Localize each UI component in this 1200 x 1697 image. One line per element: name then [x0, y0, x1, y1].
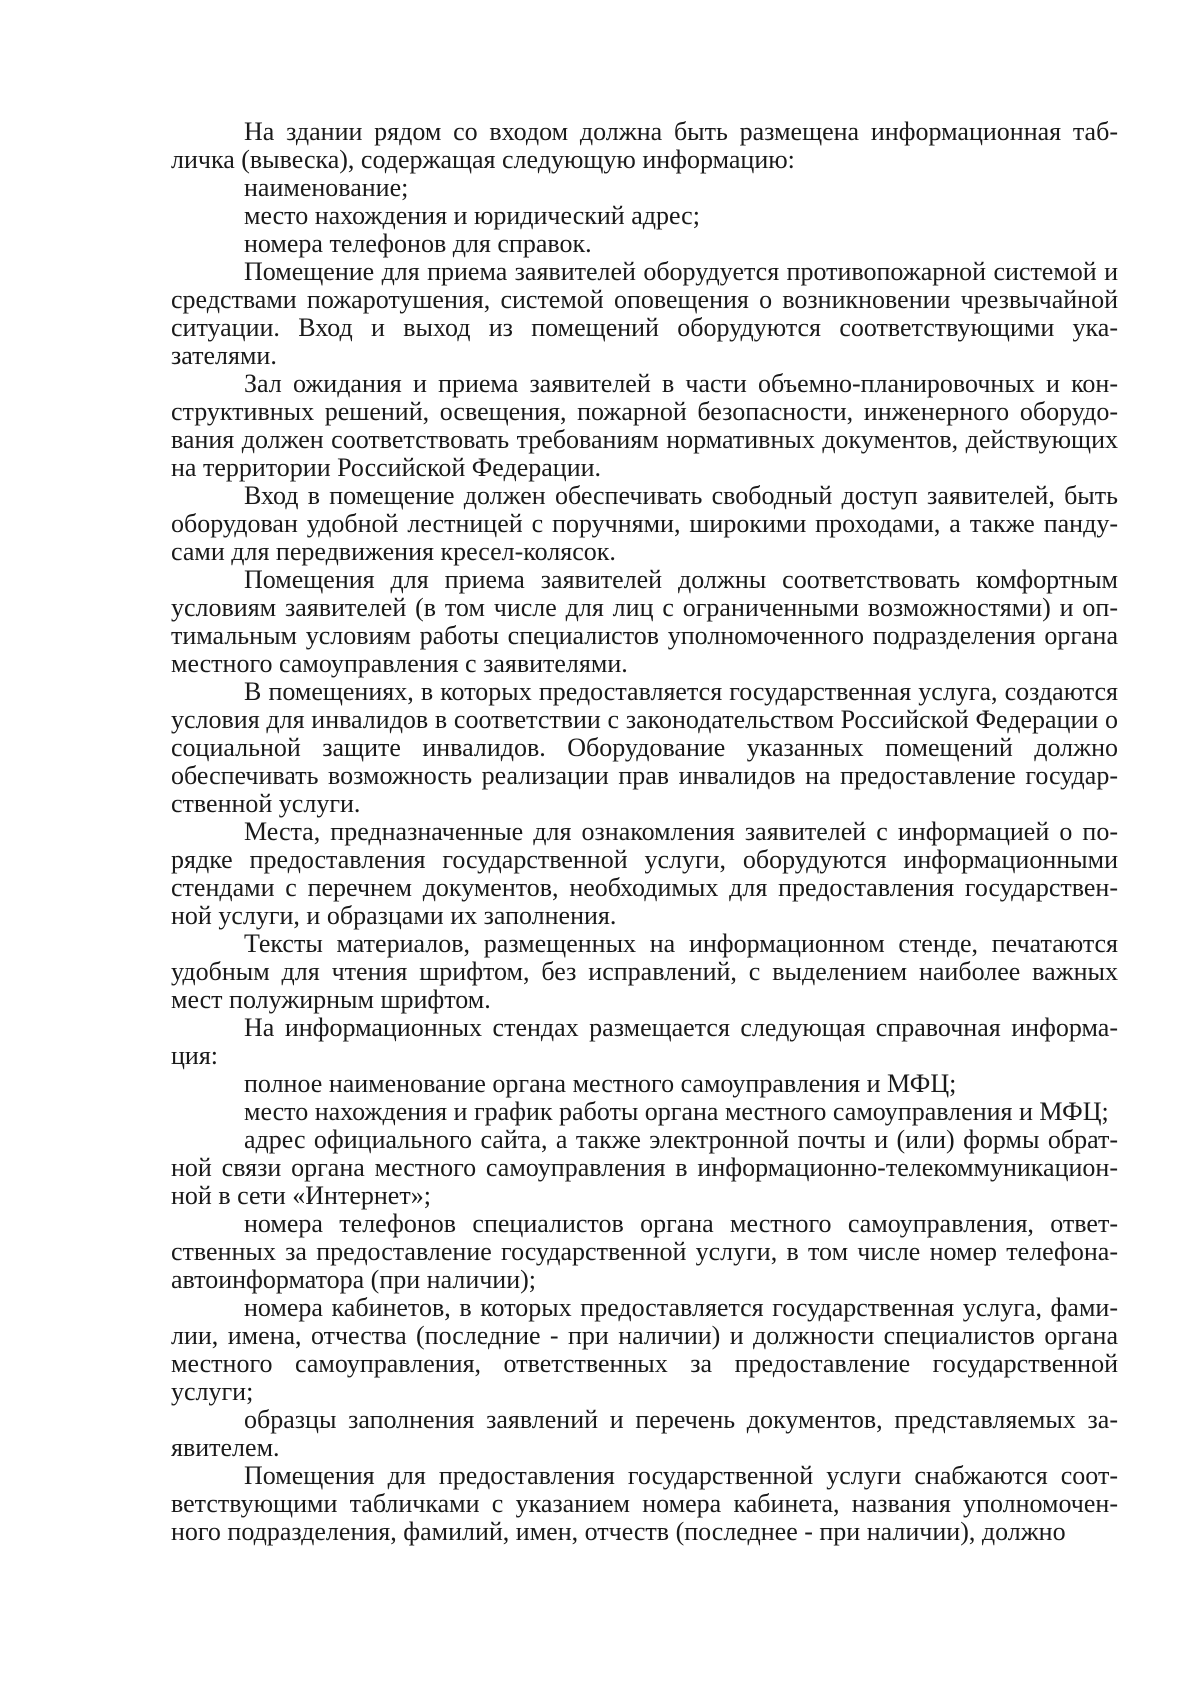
list-item-location-schedule: место нахождения и график работы органа местного самоуправления и МФЦ;: [244, 1097, 1109, 1126]
paragraph-signage-intro: На здании рядом со входом должна быть размещена информационная табличка (вывеска), содержащая следующую информацию:: [171, 117, 1118, 174]
document-page: [171, 118, 1118, 1546]
paragraph-info-stands: Места, предназначенные для ознакомления заявителей с информацией о порядке предоставления государственной услуги, оборудуются информационными стендами с перечнем документов, необходимых для предоставления государственной услуги, и образцами их заполнения.: [171, 817, 1118, 930]
paragraph-text-materials: Тексты материалов, размещенных на информационном стенде, печатаются удобным для чтения шрифтом, без исправлений, с выделением наиболее важных мест полужирным шрифтом.: [171, 929, 1118, 1014]
list-item-address: место нахождения и юридический адрес;: [244, 201, 700, 230]
paragraph-comfort: Помещения для приема заявителей должны соответствовать комфортным условиям заявителей (в том числе для лиц с ограниченными возможностями) и оптимальным условиям работы специалистов уполномоченного подразделения органа местного самоуправления с заявителями.: [171, 565, 1118, 678]
list-item-name: наименование;: [244, 173, 409, 202]
paragraph-disabled-access: В помещениях, в которых предоставляется государственная услуга, создаются условия для инвалидов в соответствии с законодательством Российской Федерации о социальной защите инвалидов. Оборудование указанных помещений должно обеспечивать возможность реализации прав инвалидов на предоставление государственной услуги.: [171, 677, 1118, 818]
paragraph-stand-info-intro: На информационных стендах размещается следующая справочная информация:: [171, 1013, 1118, 1070]
paragraph-waiting-hall: Зал ожидания и приема заявителей в части объемно-планировочных и конструктивных решений, освещения, пожарной безопасности, инженерного оборудования должен соответствовать требованиям нормативных документов, действующих на территории Российской Федерации.: [171, 369, 1118, 482]
paragraph-fire-safety: Помещение для приема заявителей оборудуется противопожарной системой и средствами пожаротушения, системой оповещения о возникновении чрезвычайной ситуации. Вход и выход из помещений оборудуются соответствующими указателями.: [171, 257, 1118, 370]
list-item-sample-forms: образцы заполнения заявлений и перечень документов, представляемых заявителем.: [171, 1405, 1118, 1462]
list-item-website: адрес официального сайта, а также электронной почты и (или) формы обратной связи органа местного самоуправления в информационно-телекоммуникационной в сети «Интернет»;: [171, 1125, 1118, 1210]
paragraph-room-signs: Помещения для предоставления государственной услуги снабжаются соответствующими табличками с указанием номера кабинета, названия уполномоченного подразделения, фамилий, имен, отчеств (последнее - при наличии), должно: [171, 1461, 1118, 1546]
list-item-full-name: полное наименование органа местного самоуправления и МФЦ;: [244, 1069, 957, 1098]
paragraph-entrance: Вход в помещение должен обеспечивать свободный доступ заявителей, быть оборудован удобной лестницей с поручнями, широкими проходами, а также пандусами для передвижения кресел-колясок.: [171, 481, 1118, 566]
list-item-phones: номера телефонов для справок.: [244, 229, 592, 258]
list-item-specialist-phones: номера телефонов специалистов органа местного самоуправления, ответственных за предоставление государственной услуги, в том числе номер телефона-автоинформатора (при наличии);: [171, 1209, 1118, 1294]
list-item-cabinet-numbers: номера кабинетов, в которых предоставляется государственная услуга, фамилии, имена, отчества (последние - при наличии) и должности специалистов органа местного самоуправления, ответственных за предоставление государственной услуги;: [171, 1293, 1118, 1406]
